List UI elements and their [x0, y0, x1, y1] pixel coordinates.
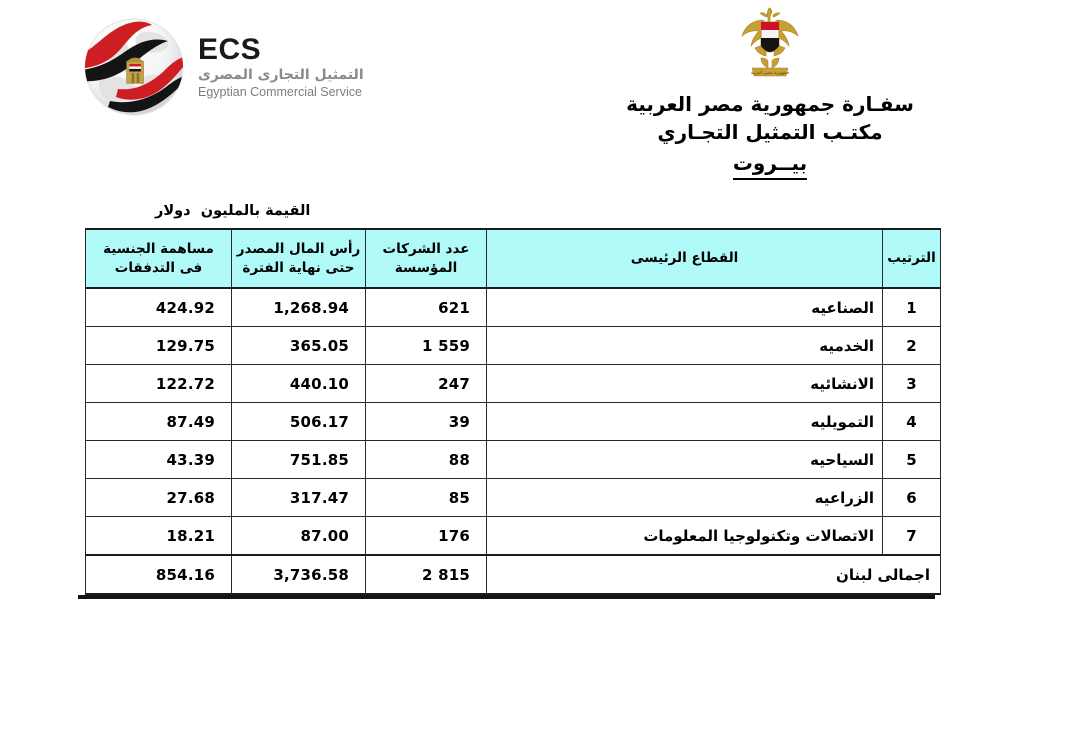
cell-companies: 176 [366, 517, 487, 556]
ecs-abbreviation: ECS [198, 33, 262, 67]
embassy-title-line-2: مكتـب التمثيل التجـاري [657, 120, 883, 145]
egypt-eagle-emblem-icon [739, 6, 801, 82]
cell-rank: 1 [883, 288, 941, 327]
document-header [0, 0, 1080, 200]
column-header-companies-line1: عدد الشركات [382, 240, 470, 257]
table-header-row [86, 229, 941, 288]
column-header-capital [232, 229, 366, 288]
table-row [86, 365, 941, 403]
table-unit-caption: القيمة بالمليون دولار [155, 203, 311, 219]
column-header-contribution [86, 229, 232, 288]
cell-sector: التمويليه [487, 403, 883, 441]
table-row [86, 479, 941, 517]
cell-contribution: 122.72 [86, 365, 232, 403]
cell-sector: السياحيه [487, 441, 883, 479]
column-header-companies-line2: المؤسسة [394, 259, 458, 276]
cell-contribution: 129.75 [86, 327, 232, 365]
ecs-english-name: Egyptian Commercial Service [198, 85, 362, 100]
cell-capital: 440.10 [232, 365, 366, 403]
column-header-contribution-line1: مساهمة الجنسية [103, 240, 214, 257]
cell-rank: 5 [883, 441, 941, 479]
table-row [86, 327, 941, 365]
cell-total-capital: 3,736.58 [232, 555, 366, 594]
cell-contribution: 87.49 [86, 403, 232, 441]
cell-sector: الاتصالات وتكنولوجيا المعلومات [487, 517, 883, 556]
cell-capital: 751.85 [232, 441, 366, 479]
cell-capital: 1,268.94 [232, 288, 366, 327]
embassy-title-line-1: سفـارة جمهورية مصر العربية [626, 92, 914, 116]
cell-contribution: 18.21 [86, 517, 232, 556]
cell-companies: 621 [366, 288, 487, 327]
ecs-globe-icon [80, 15, 188, 119]
svg-text:جمهورية مصر العربية: جمهورية مصر العربية [750, 71, 790, 76]
table-body [86, 288, 941, 594]
cell-rank: 4 [883, 403, 941, 441]
cell-rank: 7 [883, 517, 941, 556]
cell-contribution: 27.68 [86, 479, 232, 517]
bottom-divider [78, 595, 935, 599]
cell-companies: 85 [366, 479, 487, 517]
cell-contribution: 424.92 [86, 288, 232, 327]
table-row [86, 288, 941, 327]
ecs-logo [80, 12, 400, 122]
cell-capital: 365.05 [232, 327, 366, 365]
cell-companies: 1 559 [366, 327, 487, 365]
ecs-wordmark [198, 35, 364, 99]
cell-total-label: اجمالى لبنان [487, 555, 941, 594]
table-total-row [86, 555, 941, 594]
cell-rank: 6 [883, 479, 941, 517]
column-header-capital-line1: رأس المال المصدر [236, 240, 361, 257]
sector-investment-table [85, 228, 941, 595]
table-row [86, 441, 941, 479]
cell-companies: 39 [366, 403, 487, 441]
embassy-city: بيــروت [733, 149, 807, 180]
cell-total-companies: 2 815 [366, 555, 487, 594]
cell-sector: الانشائيه [487, 365, 883, 403]
cell-total-contribution: 854.16 [86, 555, 232, 594]
cell-rank: 3 [883, 365, 941, 403]
embassy-header [580, 6, 960, 180]
cell-companies: 247 [366, 365, 487, 403]
cell-capital: 506.17 [232, 403, 366, 441]
column-header-sector: القطاع الرئيسى [487, 229, 883, 288]
cell-companies: 88 [366, 441, 487, 479]
table-row [86, 517, 941, 556]
cell-sector: الصناعيه [487, 288, 883, 327]
cell-rank: 2 [883, 327, 941, 365]
table-row [86, 403, 941, 441]
cell-sector: الزراعيه [487, 479, 883, 517]
cell-capital: 87.00 [232, 517, 366, 556]
column-header-capital-line2: حتى نهاية الفترة [242, 259, 355, 276]
cell-capital: 317.47 [232, 479, 366, 517]
embassy-title-lines [580, 90, 960, 180]
cell-contribution: 43.39 [86, 441, 232, 479]
ecs-arabic-name: التمثيل التجارى المصرى [198, 67, 364, 84]
column-header-rank: الترتيب [883, 229, 941, 288]
column-header-companies [366, 229, 487, 288]
column-header-contribution-line2: فى التدفقات [114, 259, 203, 276]
cell-sector: الخدميه [487, 327, 883, 365]
